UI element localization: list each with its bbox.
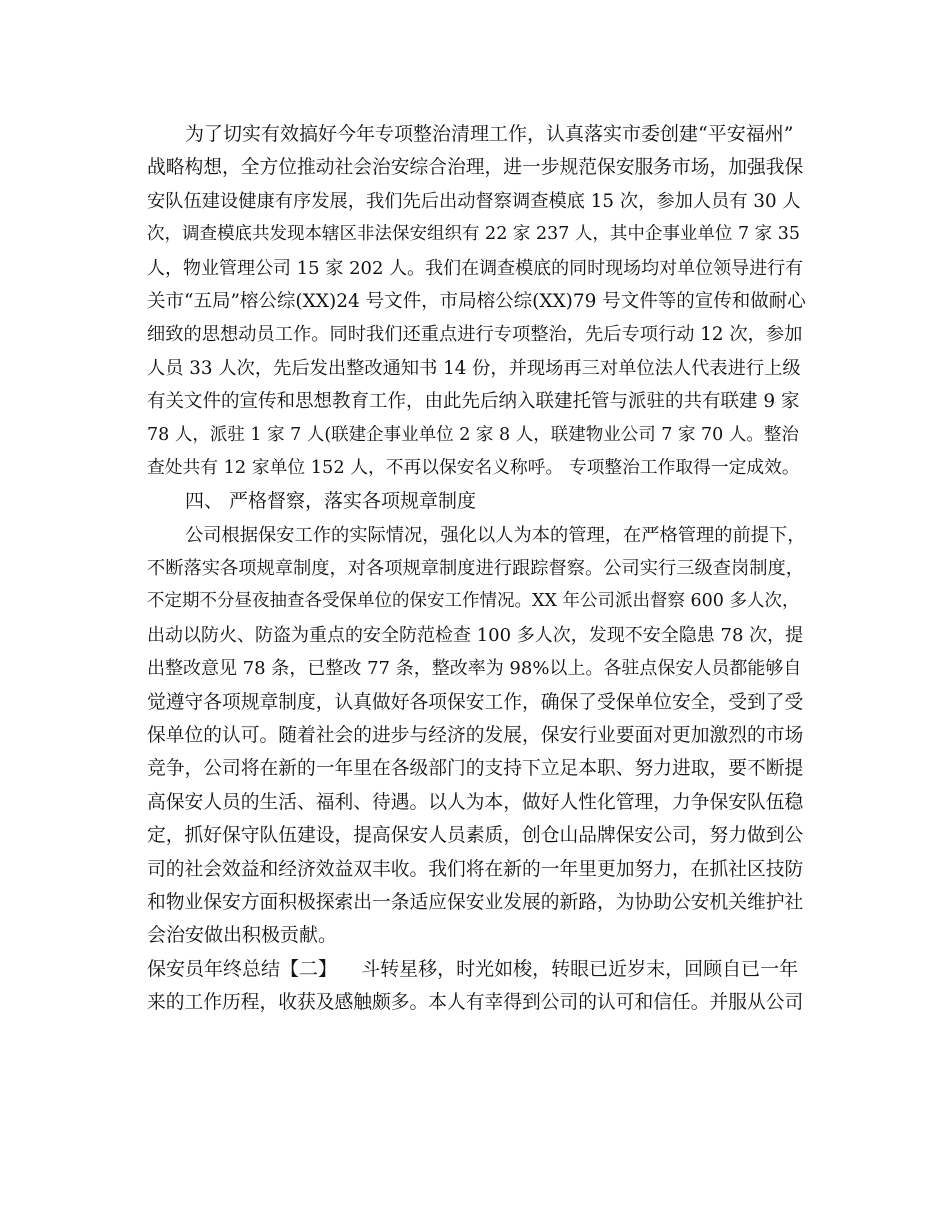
paragraph-line: 不定期不分昼夜抽查各受保单位的保安工作情况。XX 年公司派出督察 600 多人次， <box>147 591 800 612</box>
paragraph-line: 竞争，公司将在新的一年里在各级部门的支持下立足本职、努力进取，要不断提 <box>147 758 804 780</box>
paragraph-line: 战略构想，全方位推动社会治安综合治理，进一步规范保安服务市场，加强我保 <box>147 157 804 179</box>
section-title-line: 保安员年终总结【二】 斗转星移，时光如梭，转眼已近岁末，回顾自已一年 <box>147 957 799 980</box>
paragraph-line: 定，抓好保守队伍建设，提高保安人员素质，创仓山品牌保安公司，努力做到公 <box>147 825 804 847</box>
paragraph-line: 有关文件的宣传和思想教育工作，由此先后纳入联建托管与派驻的共有联建 9 家 <box>147 391 800 413</box>
paragraph-line: 次，调查模底共发现本辖区非法保安组织有 22 家 237 人，其中企事业单位 7 家 35 <box>147 224 801 245</box>
paragraph-line: 78 人，派驻 1 家 7 人(联建企事业单位 2 家 8 人，联建物业公司 7 家 70 人。整治 <box>147 424 799 445</box>
paragraph-line: 细致的思想动员工作。同时我们还重点进行专项整治，先后专项行动 12 次，参加 <box>147 324 803 346</box>
section-heading: 四、 严格督察，落实各项规章制度 <box>185 490 477 513</box>
paragraph-line: 查处共有 12 家单位 152 人，不再以保安名义称呼。 专项整治工作取得一定成效。 <box>147 457 800 478</box>
document-body <box>147 118 807 1020</box>
paragraph-line: 出整改意见 78 条，已整改 77 条，整改率为 98%以上。各驻点保安人员都能够自 <box>147 658 802 680</box>
paragraph-line: 人，物业管理公司 15 家 202 人。我们在调查模底的同时现场均对单位领导进行有 <box>147 257 804 279</box>
paragraph-line: 觉遵守各项规章制度，认真做好各项保安工作，确保了受保单位安全，受到了受 <box>147 691 804 713</box>
paragraph-line: 安队伍建设健康有序发展，我们先后出动督察调查模底 15 次，参加人员有 30 人 <box>147 190 801 212</box>
paragraph-line: 保单位的认可。随着社会的进步与经济的发展，保安行业要面对更加激烈的市场 <box>147 725 804 747</box>
paragraph-line: 人员 33 人次，先后发出整改通知书 14 份，并现场再三对单位法人代表进行上级 <box>147 357 801 379</box>
paragraph-line: 和物业保安方面积极探索出一条适应保安业发展的新路，为协助公安机关维护社 <box>147 891 804 913</box>
paragraph-line: 关市“五局”榕公综(XX)24 号文件，市局榕公综(XX)79 号文件等的宣传和做耐心 <box>147 290 806 312</box>
paragraph-line: 不断落实各项规章制度，对各项规章制度进行跟踪督察。公司实行三级查岗制度， <box>147 558 804 580</box>
paragraph-line: 会治安做出积极贡献。 <box>147 924 338 947</box>
paragraph-line: 为了切实有效搞好今年专项整治清理工作，认真落实市委创建“平安福州” <box>185 123 794 145</box>
paragraph-line: 高保安人员的生活、福利、待遇。以人为本，做好人性化管理，力争保安队伍稳 <box>147 791 804 813</box>
paragraph-line: 来的工作历程，收获及感触颇多。本人有幸得到公司的认可和信任。并服从公司 <box>147 992 804 1014</box>
paragraph-line: 出动以防火、防盗为重点的安全防范检查 100 多人次，发现不安全隐患 78 次，提 <box>147 624 804 646</box>
paragraph-line: 公司根据保安工作的实际情况，强化以人为本的管理，在严格管理的前提下， <box>185 524 806 546</box>
paragraph-line: 司的社会效益和经济效益双丰收。我们将在新的一年里更加努力，在抓社区技防 <box>147 858 804 880</box>
